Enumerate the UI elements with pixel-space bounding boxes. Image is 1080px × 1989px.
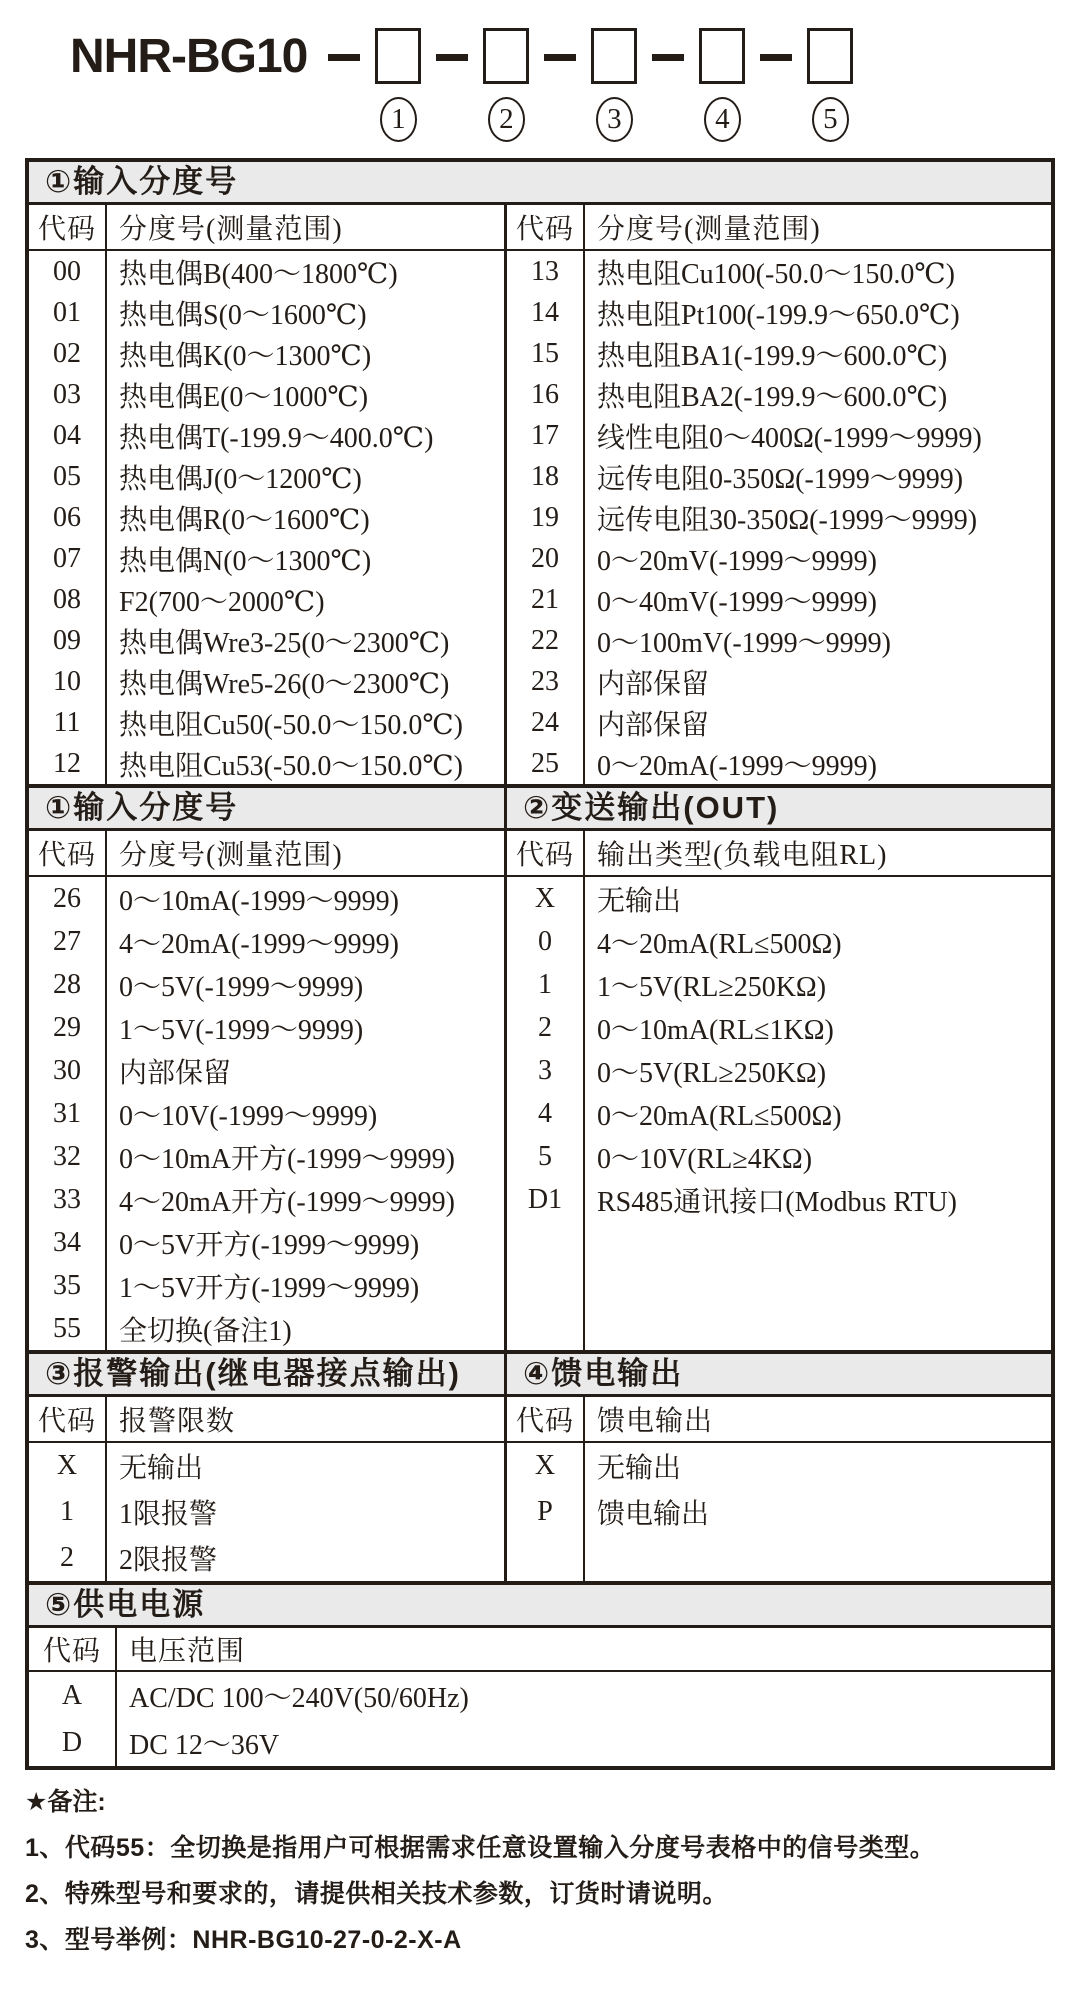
desc-cell: 热电偶S(0～1600℃) xyxy=(119,299,367,331)
table-row xyxy=(507,1092,1051,1135)
note-item: 1、代码55：全切换是指用户可根据需求任意设置输入分度号表格中的信号类型。 xyxy=(25,1834,936,1862)
model-slot-box xyxy=(699,28,745,84)
code-cell: 26 xyxy=(29,877,107,920)
table-rows xyxy=(507,1443,1051,1535)
table-rows xyxy=(507,251,1051,784)
table-row xyxy=(29,1489,504,1535)
desc-cell: 远传电阻30-350Ω(-1999～9999) xyxy=(597,504,978,536)
table-row xyxy=(507,1178,1051,1221)
desc-cell: 全切换(备注1) xyxy=(119,1315,292,1347)
model-slot-group xyxy=(745,28,853,142)
table-row xyxy=(507,497,1051,538)
section3-left-title: ③报警输出(继电器接点输出) xyxy=(45,1356,461,1391)
code-cell: 21 xyxy=(507,579,585,620)
desc-cell: DC 12～36V xyxy=(129,1729,280,1761)
code-cell: 33 xyxy=(29,1178,107,1221)
table-row xyxy=(507,620,1051,661)
desc-cell: 热电偶E(0～1000℃) xyxy=(119,381,369,413)
desc-cell: 0～20mV(-1999～9999) xyxy=(597,545,877,577)
code-cell: 31 xyxy=(29,1092,107,1135)
table-row xyxy=(507,743,1051,784)
table-rows xyxy=(29,877,504,1350)
code-cell: 16 xyxy=(507,374,585,415)
code-cell: 34 xyxy=(29,1221,107,1264)
feed-output-table xyxy=(504,1397,1051,1581)
code-cell: 19 xyxy=(507,497,585,538)
table-rows xyxy=(29,251,504,784)
desc-cell: 0～10mA开方(-1999～9999) xyxy=(119,1143,455,1175)
model-slot-box xyxy=(591,28,637,84)
table-row xyxy=(507,877,1051,920)
code-cell: A xyxy=(29,1672,117,1719)
table-row xyxy=(507,963,1051,1006)
desc-cell: 热电阻Pt100(-199.9～650.0℃) xyxy=(597,299,960,331)
desc-cell: 0～10mA(RL≤1KΩ) xyxy=(597,1014,834,1046)
model-slot xyxy=(699,28,745,142)
table-row xyxy=(507,702,1051,743)
note-item: 2、特殊型号和要求的，请提供相关技术参数，订货时请说明。 xyxy=(25,1880,728,1908)
column-header-row xyxy=(29,1397,504,1443)
table-row xyxy=(29,620,504,661)
code-cell: 18 xyxy=(507,456,585,497)
table-row xyxy=(29,579,504,620)
section5-band xyxy=(29,1585,1051,1628)
column-header-desc: 报警限数 xyxy=(119,1406,236,1437)
code-cell: 23 xyxy=(507,661,585,702)
table-row xyxy=(507,456,1051,497)
code-cell: 1 xyxy=(507,963,585,1006)
table-row xyxy=(29,1264,504,1307)
section2-left-title: ①输入分度号 xyxy=(45,790,239,825)
model-slot xyxy=(375,28,421,142)
section3-band xyxy=(29,1354,1051,1397)
table-row xyxy=(29,877,504,920)
desc-cell: F2(700～2000℃) xyxy=(119,586,325,618)
table-row xyxy=(29,920,504,963)
column-header-code: 代码 xyxy=(507,205,585,249)
code-cell: 27 xyxy=(29,920,107,963)
code-cell: 02 xyxy=(29,333,107,374)
code-cell: 15 xyxy=(507,333,585,374)
table-row xyxy=(507,1049,1051,1092)
code-cell: 11 xyxy=(29,702,107,743)
desc-cell: 0～10mA(-1999～9999) xyxy=(119,885,399,917)
table-row xyxy=(29,1178,504,1221)
table-row xyxy=(29,1049,504,1092)
filler-row xyxy=(507,1535,1051,1581)
desc-cell: 无输出 xyxy=(597,885,682,917)
desc-cell: 热电偶Wre5-26(0～2300℃) xyxy=(119,668,450,700)
section5-title: ⑤供电电源 xyxy=(45,1587,206,1622)
filler-row xyxy=(507,1221,1051,1350)
desc-cell: 1限报警 xyxy=(119,1499,218,1530)
model-slots xyxy=(313,28,853,142)
section2-panels xyxy=(29,831,1051,1350)
code-cell: 04 xyxy=(29,415,107,456)
dash-separator xyxy=(544,54,576,61)
column-header-code: 代码 xyxy=(29,1397,107,1441)
table-row xyxy=(29,1006,504,1049)
code-cell: 35 xyxy=(29,1264,107,1307)
table-rows xyxy=(507,877,1051,1221)
code-cell: 01 xyxy=(29,292,107,333)
code-cell: X xyxy=(507,877,585,920)
footnotes-title: ★备注: xyxy=(25,1788,106,1816)
table-row xyxy=(29,415,504,456)
desc-cell: RS485通讯接口(Modbus RTU) xyxy=(597,1186,958,1218)
model-slot-group xyxy=(637,28,745,142)
transmit-output-table xyxy=(504,831,1051,1350)
table-row xyxy=(29,702,504,743)
table-row xyxy=(29,1135,504,1178)
table-row xyxy=(29,1443,504,1489)
code-cell: 0 xyxy=(507,920,585,963)
section-input-graduation-1 xyxy=(29,162,1051,784)
column-header-desc: 分度号(测量范围) xyxy=(597,214,821,245)
power-supply-table xyxy=(29,1628,1051,1766)
section3-panels xyxy=(29,1397,1051,1581)
code-cell: 09 xyxy=(29,620,107,661)
code-cell: 2 xyxy=(507,1006,585,1049)
table-row xyxy=(29,292,504,333)
filler-code-cell xyxy=(507,1221,585,1350)
model-slot-box xyxy=(807,28,853,84)
desc-cell: 内部保留 xyxy=(119,1057,232,1089)
desc-cell: 0～5V开方(-1999～9999) xyxy=(119,1229,420,1261)
code-cell: 20 xyxy=(507,538,585,579)
table-row xyxy=(507,333,1051,374)
table-row xyxy=(29,963,504,1006)
position-number-circle: 3 xyxy=(596,97,633,142)
code-cell: 00 xyxy=(29,251,107,292)
table-row xyxy=(507,1006,1051,1049)
code-cell: 10 xyxy=(29,661,107,702)
desc-cell: 热电偶K(0～1300℃) xyxy=(119,340,372,372)
model-slot xyxy=(591,28,637,142)
code-cell: 03 xyxy=(29,374,107,415)
table-row xyxy=(29,538,504,579)
input-table-13-25 xyxy=(504,205,1051,784)
position-number-circle: 1 xyxy=(380,97,417,142)
code-cell: 1 xyxy=(29,1489,107,1535)
desc-cell: 0～100mV(-1999～9999) xyxy=(597,627,891,659)
table-row xyxy=(29,251,504,292)
section-alarm-and-feed-output xyxy=(29,1350,1051,1581)
table-row xyxy=(29,374,504,415)
section-power-supply xyxy=(29,1581,1051,1766)
code-cell: P xyxy=(507,1489,585,1535)
desc-cell: 热电偶J(0～1200℃) xyxy=(119,463,362,495)
column-header-desc: 分度号(测量范围) xyxy=(119,840,343,871)
section1-band xyxy=(29,162,1051,205)
table-row xyxy=(507,579,1051,620)
table-row xyxy=(507,251,1051,292)
desc-cell: 无输出 xyxy=(597,1453,682,1484)
table-row xyxy=(507,920,1051,963)
desc-cell: 热电偶N(0～1300℃) xyxy=(119,545,372,577)
section1-title: ①输入分度号 xyxy=(45,164,239,199)
filler-desc-cell xyxy=(585,1535,1051,1581)
model-code-diagram xyxy=(0,0,1080,142)
desc-cell: 0～5V(RL≥250KΩ) xyxy=(597,1057,827,1089)
column-header-row xyxy=(507,1397,1051,1443)
note-item: 3、型号举例：NHR-BG10-27-0-2-X-A xyxy=(25,1926,462,1954)
model-slot-group xyxy=(313,28,421,142)
desc-cell: 内部保留 xyxy=(597,668,710,700)
desc-cell: 0～10V(RL≥4KΩ) xyxy=(597,1143,813,1175)
column-header-desc: 输出类型(负载电阻RL) xyxy=(597,840,888,871)
table-row xyxy=(29,456,504,497)
code-cell: 12 xyxy=(29,743,107,784)
column-header-row xyxy=(29,831,504,877)
section-input-graduation-2-and-output xyxy=(29,784,1051,1350)
table-row xyxy=(29,1307,504,1350)
table-row xyxy=(29,661,504,702)
table-row xyxy=(29,743,504,784)
table-row xyxy=(507,661,1051,702)
table-row xyxy=(29,497,504,538)
code-cell: D1 xyxy=(507,1178,585,1221)
input-table-00-12 xyxy=(29,205,504,784)
code-cell: X xyxy=(29,1443,107,1489)
desc-cell: 1～5V开方(-1999～9999) xyxy=(119,1272,420,1304)
column-header-desc: 馈电输出 xyxy=(597,1406,714,1437)
desc-cell: 1～5V(RL≥250KΩ) xyxy=(597,971,827,1003)
code-cell: 3 xyxy=(507,1049,585,1092)
code-cell: 28 xyxy=(29,963,107,1006)
column-header-row xyxy=(507,205,1051,251)
model-slot-group xyxy=(529,28,637,142)
section2-right-title: ②变送输出(OUT) xyxy=(504,788,1051,828)
code-cell: 06 xyxy=(29,497,107,538)
column-header-desc: 分度号(测量范围) xyxy=(119,214,343,245)
table-rows xyxy=(29,1672,1051,1766)
position-number-circle: 5 xyxy=(812,97,849,142)
column-header-row xyxy=(29,205,504,251)
table-row xyxy=(507,415,1051,456)
table-row xyxy=(29,333,504,374)
code-cell: 32 xyxy=(29,1135,107,1178)
desc-cell: 4～20mA(-1999～9999) xyxy=(119,928,399,960)
table-row xyxy=(507,1443,1051,1489)
desc-cell: 线性电阻0～400Ω(-1999～9999) xyxy=(597,422,982,454)
column-header-code: 代码 xyxy=(507,1397,585,1441)
table-rows xyxy=(29,1443,504,1581)
column-header-row xyxy=(29,1628,1051,1672)
desc-cell: 热电阻BA2(-199.9～600.0℃) xyxy=(597,381,948,413)
code-cell: 22 xyxy=(507,620,585,661)
desc-cell: 0～10V(-1999～9999) xyxy=(119,1100,378,1132)
filler-desc-cell xyxy=(585,1221,1051,1350)
desc-cell: 1～5V(-1999～9999) xyxy=(119,1014,364,1046)
desc-cell: 馈电输出 xyxy=(597,1499,710,1530)
desc-cell: 热电偶Wre3-25(0～2300℃) xyxy=(119,627,450,659)
filler-code-cell xyxy=(507,1535,585,1581)
code-cell: 29 xyxy=(29,1006,107,1049)
column-header-code: 代码 xyxy=(29,831,107,875)
code-cell: 5 xyxy=(507,1135,585,1178)
code-cell: 08 xyxy=(29,579,107,620)
desc-cell: 0～20mA(RL≤500Ω) xyxy=(597,1100,842,1132)
position-number-circle: 4 xyxy=(704,97,741,142)
desc-cell: AC/DC 100～240V(50/60Hz) xyxy=(129,1682,469,1714)
desc-cell: 远传电阻0-350Ω(-1999～9999) xyxy=(597,463,964,495)
code-cell: 14 xyxy=(507,292,585,333)
alarm-output-table xyxy=(29,1397,504,1581)
desc-cell: 热电偶R(0～1600℃) xyxy=(119,504,370,536)
section2-band xyxy=(29,788,1051,831)
section3-right-title: ④馈电输出 xyxy=(504,1354,1051,1394)
table-row xyxy=(29,1672,1051,1719)
section5-panels xyxy=(29,1628,1051,1766)
model-slot xyxy=(807,28,853,142)
table-row xyxy=(29,1535,504,1581)
desc-cell: 热电偶B(400～1800℃) xyxy=(119,258,398,290)
desc-cell: 热电阻Cu53(-50.0～150.0℃) xyxy=(119,750,463,782)
table-row xyxy=(29,1221,504,1264)
model-slot xyxy=(483,28,529,142)
table-row xyxy=(507,1135,1051,1178)
column-header-code: 代码 xyxy=(507,831,585,875)
position-number-circle: 2 xyxy=(488,97,525,142)
desc-cell: 0～5V(-1999～9999) xyxy=(119,971,364,1003)
desc-cell: 4～20mA开方(-1999～9999) xyxy=(119,1186,455,1218)
table-row xyxy=(29,1092,504,1135)
spec-table xyxy=(25,158,1055,1770)
code-cell: 05 xyxy=(29,456,107,497)
code-cell: 4 xyxy=(507,1092,585,1135)
code-cell: D xyxy=(29,1719,117,1766)
desc-cell: 热电阻Cu50(-50.0～150.0℃) xyxy=(119,709,463,741)
desc-cell: 热电阻Cu100(-50.0～150.0℃) xyxy=(597,258,955,290)
footnotes-list xyxy=(25,1832,1055,1956)
section1-panels xyxy=(29,205,1051,784)
dash-separator xyxy=(652,54,684,61)
desc-cell: 0～20mA(-1999～9999) xyxy=(597,750,877,782)
desc-cell: 无输出 xyxy=(119,1453,204,1484)
table-row xyxy=(507,292,1051,333)
code-cell: 2 xyxy=(29,1535,107,1581)
column-header-code: 代码 xyxy=(29,205,107,249)
desc-cell: 热电阻BA1(-199.9～600.0℃) xyxy=(597,340,948,372)
desc-cell: 内部保留 xyxy=(597,709,710,741)
dash-separator xyxy=(436,54,468,61)
code-cell: 30 xyxy=(29,1049,107,1092)
column-header-code: 代码 xyxy=(29,1628,117,1670)
dash-separator xyxy=(760,54,792,61)
table-row xyxy=(507,374,1051,415)
code-cell: 24 xyxy=(507,702,585,743)
code-cell: 17 xyxy=(507,415,585,456)
code-cell: X xyxy=(507,1443,585,1489)
desc-cell: 4～20mA(RL≤500Ω) xyxy=(597,928,842,960)
table-row xyxy=(507,538,1051,579)
table-row xyxy=(507,1489,1051,1535)
desc-cell: 0～40mV(-1999～9999) xyxy=(597,586,877,618)
desc-cell: 热电偶T(-199.9～400.0℃) xyxy=(119,422,434,454)
code-cell: 13 xyxy=(507,251,585,292)
table-row xyxy=(29,1719,1051,1766)
code-cell: 25 xyxy=(507,743,585,784)
model-slot-box xyxy=(375,28,421,84)
input-table-26-55 xyxy=(29,831,504,1350)
dash-separator xyxy=(328,54,360,61)
column-header-desc: 电压范围 xyxy=(129,1636,246,1667)
column-header-row xyxy=(507,831,1051,877)
model-slot-group xyxy=(421,28,529,142)
footnotes xyxy=(25,1786,1055,1956)
code-cell: 55 xyxy=(29,1307,107,1350)
code-cell: 07 xyxy=(29,538,107,579)
model-slot-box xyxy=(483,28,529,84)
desc-cell: 2限报警 xyxy=(119,1545,218,1576)
model-prefix: NHR-BG10 xyxy=(70,30,308,83)
